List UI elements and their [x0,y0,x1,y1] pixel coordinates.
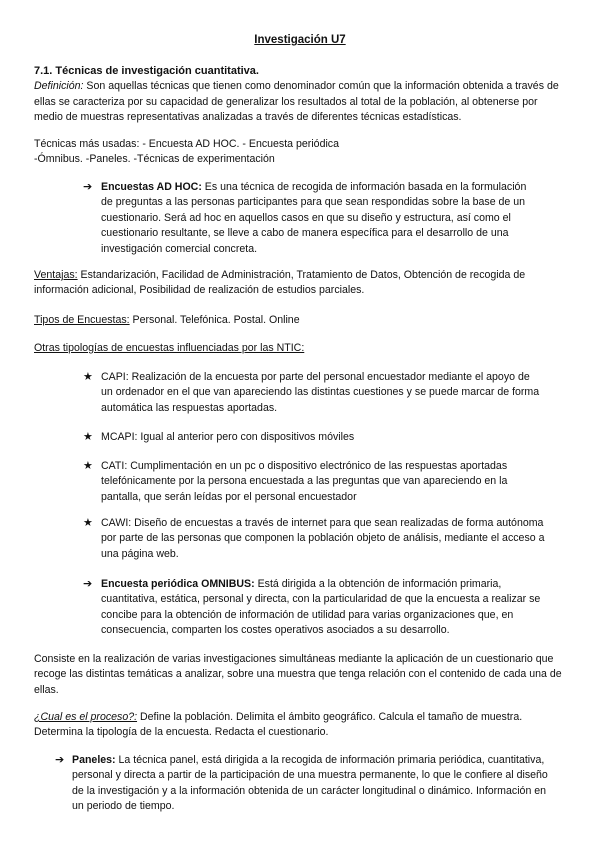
proceso-label: ¿Cual es el proceso?: [34,711,138,723]
tecnicas-block [34,137,564,168]
arrow-bullet-icon: ➔ [83,578,93,590]
definition-text: Son aquellas técnicas que tienen como denominador común que la información obtenida a través de ellas se caracteriza por su capacidad de generalizar los resultados al total de la población, al obtenerse por medio de muestras representativas analizadas a través de diferentes técnicas estadísticas. [34,80,559,124]
paneles-label: Paneles: [72,754,116,766]
consiste-paragraph: Consiste en la realización de varias investigaciones simultáneas mediante la aplicación de un cuestionario que recoge las distintas temáticas a analizar, sobre una muestra que tenga relación con el contenido de cada una de ellas. [34,653,562,696]
star-bullet-icon: ★ [83,431,93,443]
paneles-text: La técnica panel, está dirigida a la recogida de información primaria periódica, cuantitativa, personal y directa a partir de la participación de una muestra permanente, lo que le confiere al diseño de la investigación y a la información obtenida de un carácter longitudinal o dinámico. Información en un periodo de tiempo. [72,754,548,813]
otras-label: Otras tipologías de encuestas influenciadas por las NTIC: [34,342,305,354]
proceso-paragraph [34,710,564,741]
definition-label: Definición: [34,80,84,93]
ventajas-text: Estandarización, Facilidad de Administración, Tratamiento de Datos, Obtención de recogida de información adicional, Posibilidad de realización de estudios parciales. [34,269,526,297]
tipos-label: Tipos de Encuestas: [34,314,130,326]
adhoc-text: Es una técnica de recogida de información basada en la formulación de preguntas a las personas participantes para que sean respondidas sobre la base de un cuestionario. Será ad hoc en aquellos casos en que su diseño y estructura, así como el cuestionario resultante, se lleve a cabo de manera específica para el desarrollo de una investigación comercial concreta. [101,181,527,255]
adhoc-label: Encuestas AD HOC: [101,181,202,193]
section-block [34,64,564,126]
paneles-paragraph [72,753,552,815]
arrow-bullet-icon: ➔ [55,754,65,766]
omnibus-text: Está dirigida a la obtención de información primaria, cuantitativa, estática, personal y directa, con la particularidad de que la encuesta a realizar se concibe para la obtención de información de utilidad para varias organizaciones que, en consecuencia, comparten los costes operativos asociados a su desarrollo. [101,578,541,637]
proceso-text: Define la población. Delimita el ámbito geográfico. Calcula el tamaño de muestra. Determina la tipología de la encuesta. Redacta el cuestionario. [34,711,523,739]
tecnicas-line-2: -Ómnibus. -Paneles. -Técnicas de experimentación [34,153,275,166]
ventajas-label: Ventajas: [34,269,78,281]
omnibus-label: Encuesta periódica OMNIBUS: [101,578,255,590]
adhoc-paragraph [101,180,541,257]
ntic-item-cati: CATI: Cumplimentación en un pc o dispositivo electrónico de las respuestas aportadas telefónicamente por la persona encuestada a las preguntas que van apareciendo en la pantalla, que serán leídas por el personal encuestador [101,460,508,503]
section-heading: 7.1. Técnicas de investigación cuantitativa. [34,65,259,77]
ntic-item-cawi: CAWI: Diseño de encuestas a través de internet para que sean realizadas de forma autónoma por parte de las personas que componen la población objeto de análisis, mediante el acceso a una página web. [101,517,545,560]
page-title: Investigación U7 [254,34,346,46]
arrow-bullet-icon: ➔ [83,181,93,193]
star-bullet-icon: ★ [83,371,93,383]
star-bullet-icon: ★ [83,517,93,529]
ntic-item-mcapi: MCAPI: Igual al anterior pero con dispositivos móviles [101,431,355,443]
tecnicas-line-1: Técnicas más usadas: - Encuesta AD HOC. - Encuesta periódica [34,138,339,150]
tipos-paragraph [34,313,564,328]
otras-paragraph [34,341,564,356]
ntic-item-capi: CAPI: Realización de la encuesta por parte del personal encuestador mediante el apoyo de un ordenador en el que van apareciendo las distintas cuestiones y se puede marcar de forma automática las respuestas aportadas. [101,371,540,414]
omnibus-paragraph [101,577,546,639]
ventajas-paragraph [34,268,564,299]
tipos-text: Personal. Telefónica. Postal. Online [129,314,300,326]
star-bullet-icon: ★ [83,460,93,472]
